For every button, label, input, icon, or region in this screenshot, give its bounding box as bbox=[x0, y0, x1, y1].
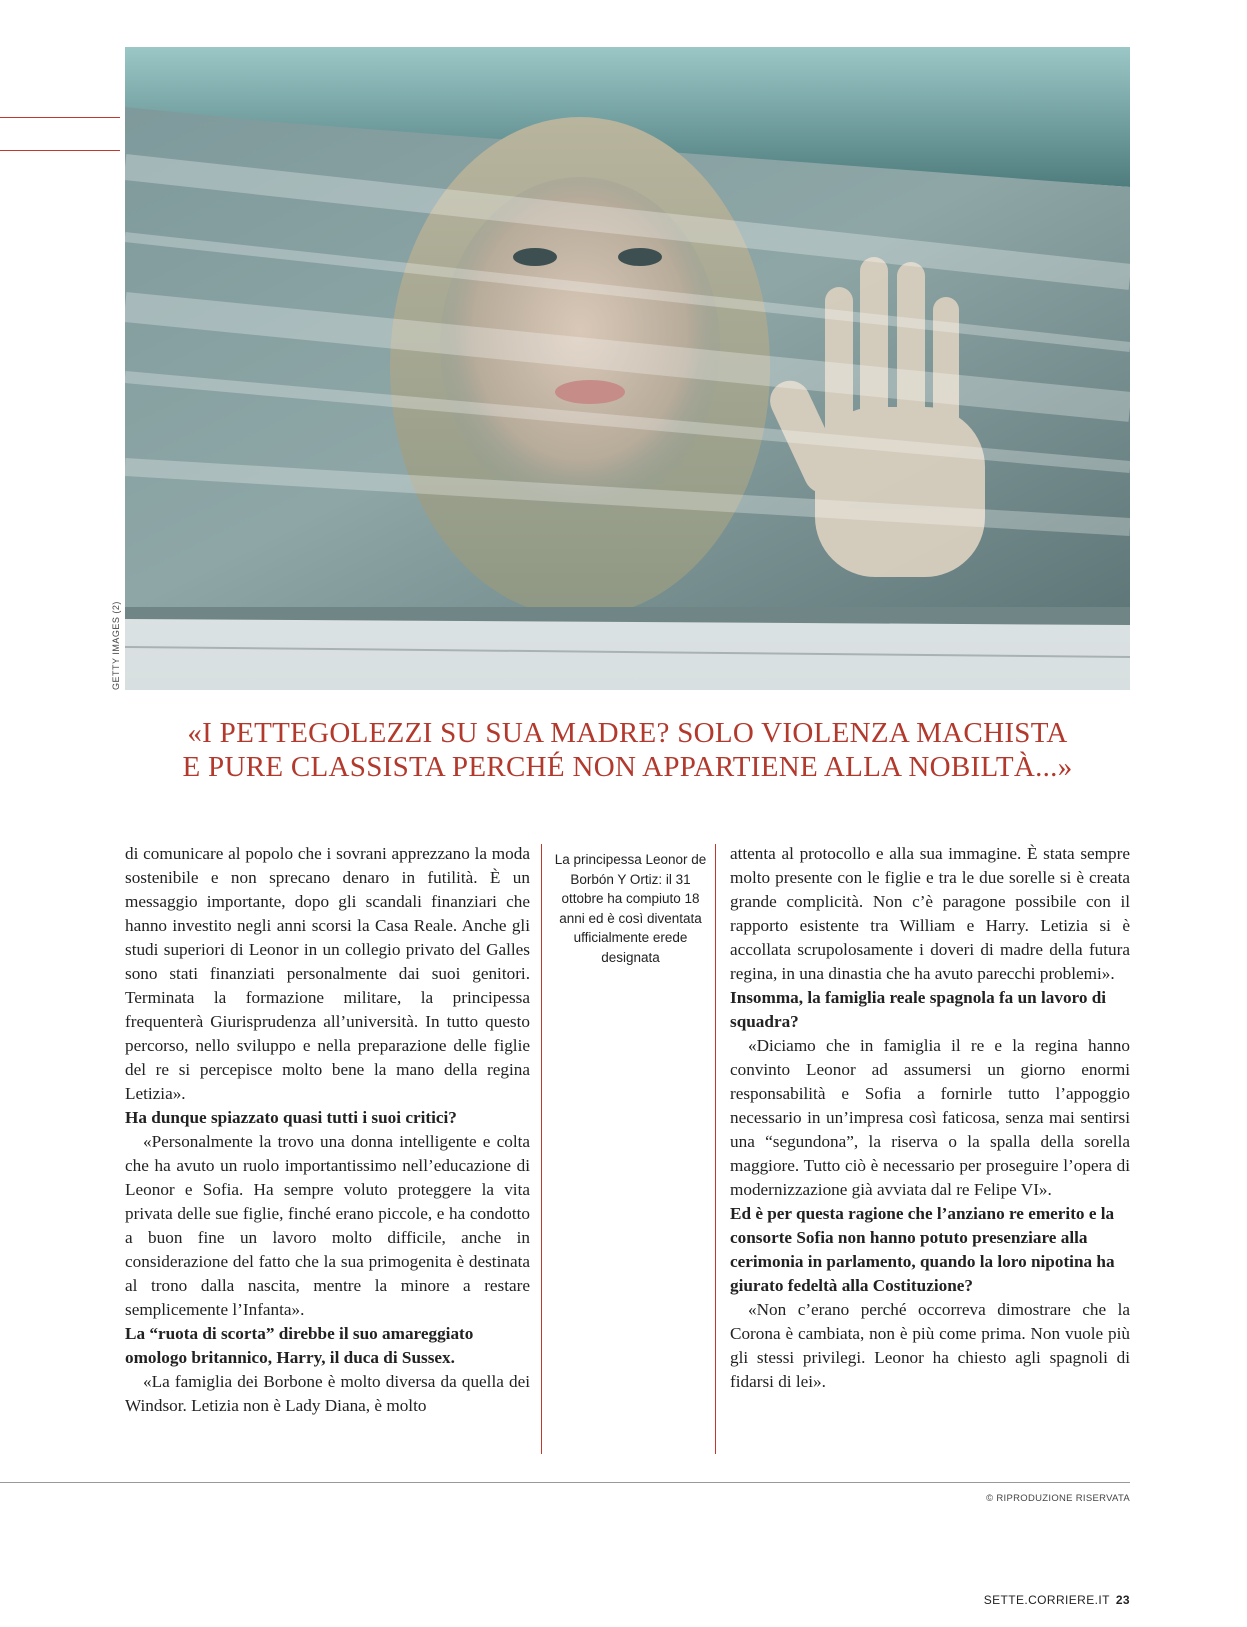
copyright-notice: © RIPRODUZIONE RISERVATA bbox=[986, 1493, 1130, 1504]
column-divider-right bbox=[715, 844, 716, 1454]
interview-question: La “ruota di scorta” direbbe il suo amareggiato omologo britannico, Harry, il duca di Sussex. bbox=[125, 1324, 474, 1367]
decorative-line-top bbox=[0, 117, 120, 118]
interview-question: Insomma, la famiglia reale spagnola fa un lavoro di squadra? bbox=[730, 988, 1107, 1031]
article-column-right bbox=[730, 842, 1130, 1394]
interview-answer: di comunicare al popolo che i sovrani apprezzano la moda sostenibile e non sprecano denaro in futilità. È un messaggio importante, dopo gli scandali finanziari che hanno investito negli anni scorsi la Casa Reale. Anche gli studi superiori di Leonor in un collegio privato del Galles sono stati finanziati personalmente dai suoi genitori. Terminata la formazione militare, la principessa frequenterà Giurisprudenza all’università. In tutto questo percorso, nello sviluppo e nella preparazione delle figlie del re si percepisce molto bene la mano della regina Letizia». bbox=[125, 844, 530, 1103]
interview-question: Ed è per questa ragione che l’anziano re emerito e la consorte Sofia non hanno potuto presenziare alla cerimonia in parlamento, quando la loro nipotina ha giurato fedeltà alla Costituzione? bbox=[730, 1204, 1115, 1295]
page-number: 23 bbox=[1115, 1593, 1130, 1607]
interview-answer: «Non c’erano perché occorreva dimostrare che la Corona è cambiata, non è più come prima. Non vuole più gli stessi privilegi. Leonor ha chiesto agli spagnoli di fidarsi di lei». bbox=[730, 1300, 1130, 1391]
column-divider-left bbox=[541, 844, 542, 1454]
photo-caption: La principessa Leonor de Borbón Y Ortiz: il 31 ottobre ha compiuto 18 anni ed è così diventata ufficialmente erede designata bbox=[554, 852, 707, 965]
page-footer bbox=[984, 1593, 1130, 1607]
hero-photo bbox=[125, 47, 1130, 690]
car-window-illustration bbox=[125, 47, 1130, 690]
interview-question: Ha dunque spiazzato quasi tutti i suoi critici? bbox=[125, 1108, 457, 1127]
article-column-left bbox=[125, 842, 530, 1418]
pull-quote-line-1: «I PETTEGOLEZZI SU SUA MADRE? SOLO VIOLENZA MACHISTA bbox=[187, 717, 1068, 749]
pull-quote bbox=[125, 716, 1130, 784]
interview-answer: «Diciamo che in famiglia il re e la regina hanno convinto Leonor ad assumersi un giorno enormi responsabilità e Sofia a fornirle tutto l’appoggio necessario in un’impresa così faticosa, senza mai sentirsi una “segundona”, la riserva o la spalla della sorella maggiore. Tutto ciò è necessario per proseguire l’opera di modernizzazione già avviata dal re Felipe VI». bbox=[730, 1036, 1130, 1199]
interview-answer: «Personalmente la trovo una donna intelligente e colta che ha avuto un ruolo importantissimo nell’educazione di Leonor e Sofia. Ha sempre voluto proteggere la vita privata delle sue figlie, finché erano piccole, e ha condotto a buon fine un lavoro molto difficile, anche in considerazione del fatto che la sua primogenita è destinata al trono dalla nascita, mentre la minore a restare semplicemente l’Infanta». bbox=[125, 1132, 530, 1319]
bottom-rule bbox=[0, 1482, 1130, 1483]
decorative-line-bottom bbox=[0, 150, 120, 151]
photo-credit: GETTY IMAGES (2) bbox=[111, 601, 121, 690]
pull-quote-line-2: E PURE CLASSISTA PERCHÉ NON APPARTIENE ALLA NOBILTÀ...» bbox=[182, 751, 1073, 783]
footer-site: SETTE.CORRIERE.IT bbox=[983, 1593, 1110, 1607]
interview-answer: «La famiglia dei Borbone è molto diversa da quella dei Windsor. Letizia non è Lady Diana, è molto bbox=[125, 1372, 530, 1415]
interview-answer: attenta al protocollo e alla sua immagine. È stata sempre molto presente con le figlie e tra le due sorelle si è creata grande complicità. Non c’è paragone possibile con il rapporto esistente tra William e Harry. Letizia si è accollata scrupolosamente i doveri di madre della futura regina, in una dinastia che ha avuto parecchi problemi». bbox=[730, 844, 1130, 983]
